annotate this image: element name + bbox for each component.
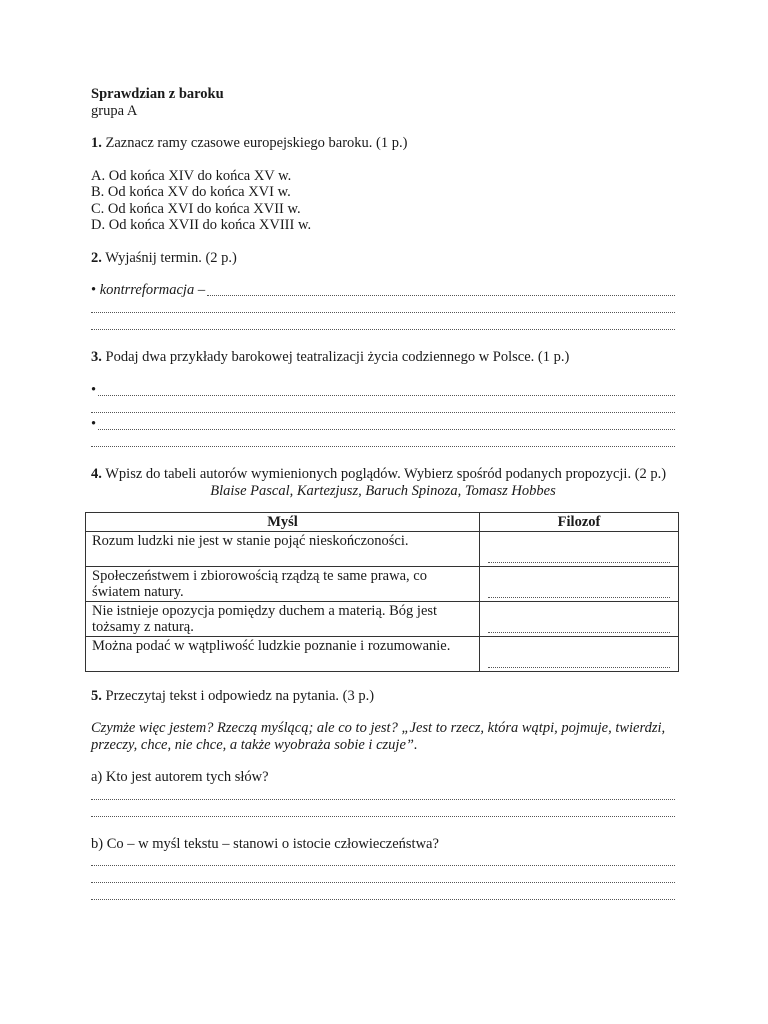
bullet-icon: • [91,381,97,398]
answer-line[interactable] [91,382,675,399]
question-number: 3. [91,349,102,365]
header-mysl: Myśl [86,512,480,531]
subquestion-b: b) Co – w myśl tekstu – stanowi o istocie człowieczeństwa? [91,835,439,852]
question-text: Zaznacz ramy czasowe europejskiego baroku. (1 p.) [105,135,408,151]
question-number: 4. [91,465,102,482]
dotted-fill [98,429,675,430]
term-dash: – [194,282,206,298]
philosopher-names: Blaise Pascal, Kartezjusz, Baruch Spinoza, Tomasz Hobbes [210,483,556,499]
dotted-fill [488,556,670,563]
dotted-fill [488,661,670,668]
table-header-row [86,512,679,531]
answer-line[interactable] [91,299,675,316]
question-number: 1. [91,135,102,151]
answer-line[interactable] [91,433,675,450]
question-text: Wpisz do tabeli autorów wymienionych poglądów. Wybierz spośród podanych propozycji. (2 p.) [105,465,667,482]
table-row [86,531,679,566]
thought-cell: Nie istnieje opozycja pomiędzy duchem a materią. Bóg jest tożsamy z naturą. [86,601,480,636]
option-c[interactable]: C. Od końca XVI do końca XVII w. [91,200,301,217]
worksheet [91,86,675,903]
answer-line[interactable] [91,399,675,416]
table-row [86,636,679,671]
question-1 [91,135,675,152]
answer-line[interactable] [91,886,675,903]
bullet-icon: • [91,415,97,432]
question-4 [91,466,675,483]
question-3 [91,349,675,366]
thought-cell: Społeczeństwem i zbiorowością rządzą te same prawa, co światem natury. [86,566,480,601]
answer-line[interactable] [91,869,675,886]
thought-philosopher-table [85,512,679,672]
dotted-fill [98,395,675,396]
header-filozof: Filozof [480,512,679,531]
answer-line[interactable] [91,282,675,299]
option-d[interactable]: D. Od końca XVII do końca XVIII w. [91,217,312,233]
answer-line[interactable] [91,316,675,333]
option-b[interactable]: B. Od końca XV do końca XVI w. [91,184,291,200]
philosopher-answer-cell[interactable] [480,636,679,671]
philosopher-answer-cell[interactable] [480,531,679,566]
table-row [86,601,679,636]
thought-cell: Rozum ludzki nie jest w stanie pojąć nieskończoności. [86,531,480,566]
question-text: Podaj dwa przykłady barokowej teatralizacji życia codziennego w Polsce. (1 p.) [105,349,570,365]
question-text: Wyjaśnij termin. (2 p.) [105,249,237,266]
question-text: Przeczytaj tekst i odpowiedz na pytania. (3 p.) [105,687,375,704]
term-kontrreformacja: kontrreformacja [99,282,195,298]
dotted-fill [488,591,670,598]
bullet-icon: • [91,282,97,298]
question-number: 5. [91,687,102,704]
group-label: grupa A [91,102,138,119]
philosopher-answer-cell[interactable] [480,601,679,636]
thought-cell: Można podać w wątpliwość ludzkie poznanie i rozumowanie. [86,636,480,671]
question-2 [91,250,675,267]
question-5 [91,688,675,705]
subquestion-a: a) Kto jest autorem tych słów? [91,769,269,785]
philosopher-answer-cell[interactable] [480,566,679,601]
answer-line[interactable] [91,852,675,869]
table-row [86,566,679,601]
page-title: Sprawdzian z baroku [91,86,224,102]
dotted-fill [207,295,675,296]
dotted-fill [488,626,670,633]
question-number: 2. [91,249,102,266]
answer-line[interactable] [91,416,675,433]
answer-line[interactable] [91,786,675,803]
descartes-quote: Czymże więc jestem? Rzeczą myślącą; ale co to jest? „Jest to rzecz, która wątpi, pojmuje, twierdzi, przeczy, chce, nie chce, a także wyobraża sobie i czuje”. [91,720,666,753]
option-a[interactable]: A. Od końca XIV do końca XV w. [91,167,292,184]
answer-line[interactable] [91,803,675,820]
